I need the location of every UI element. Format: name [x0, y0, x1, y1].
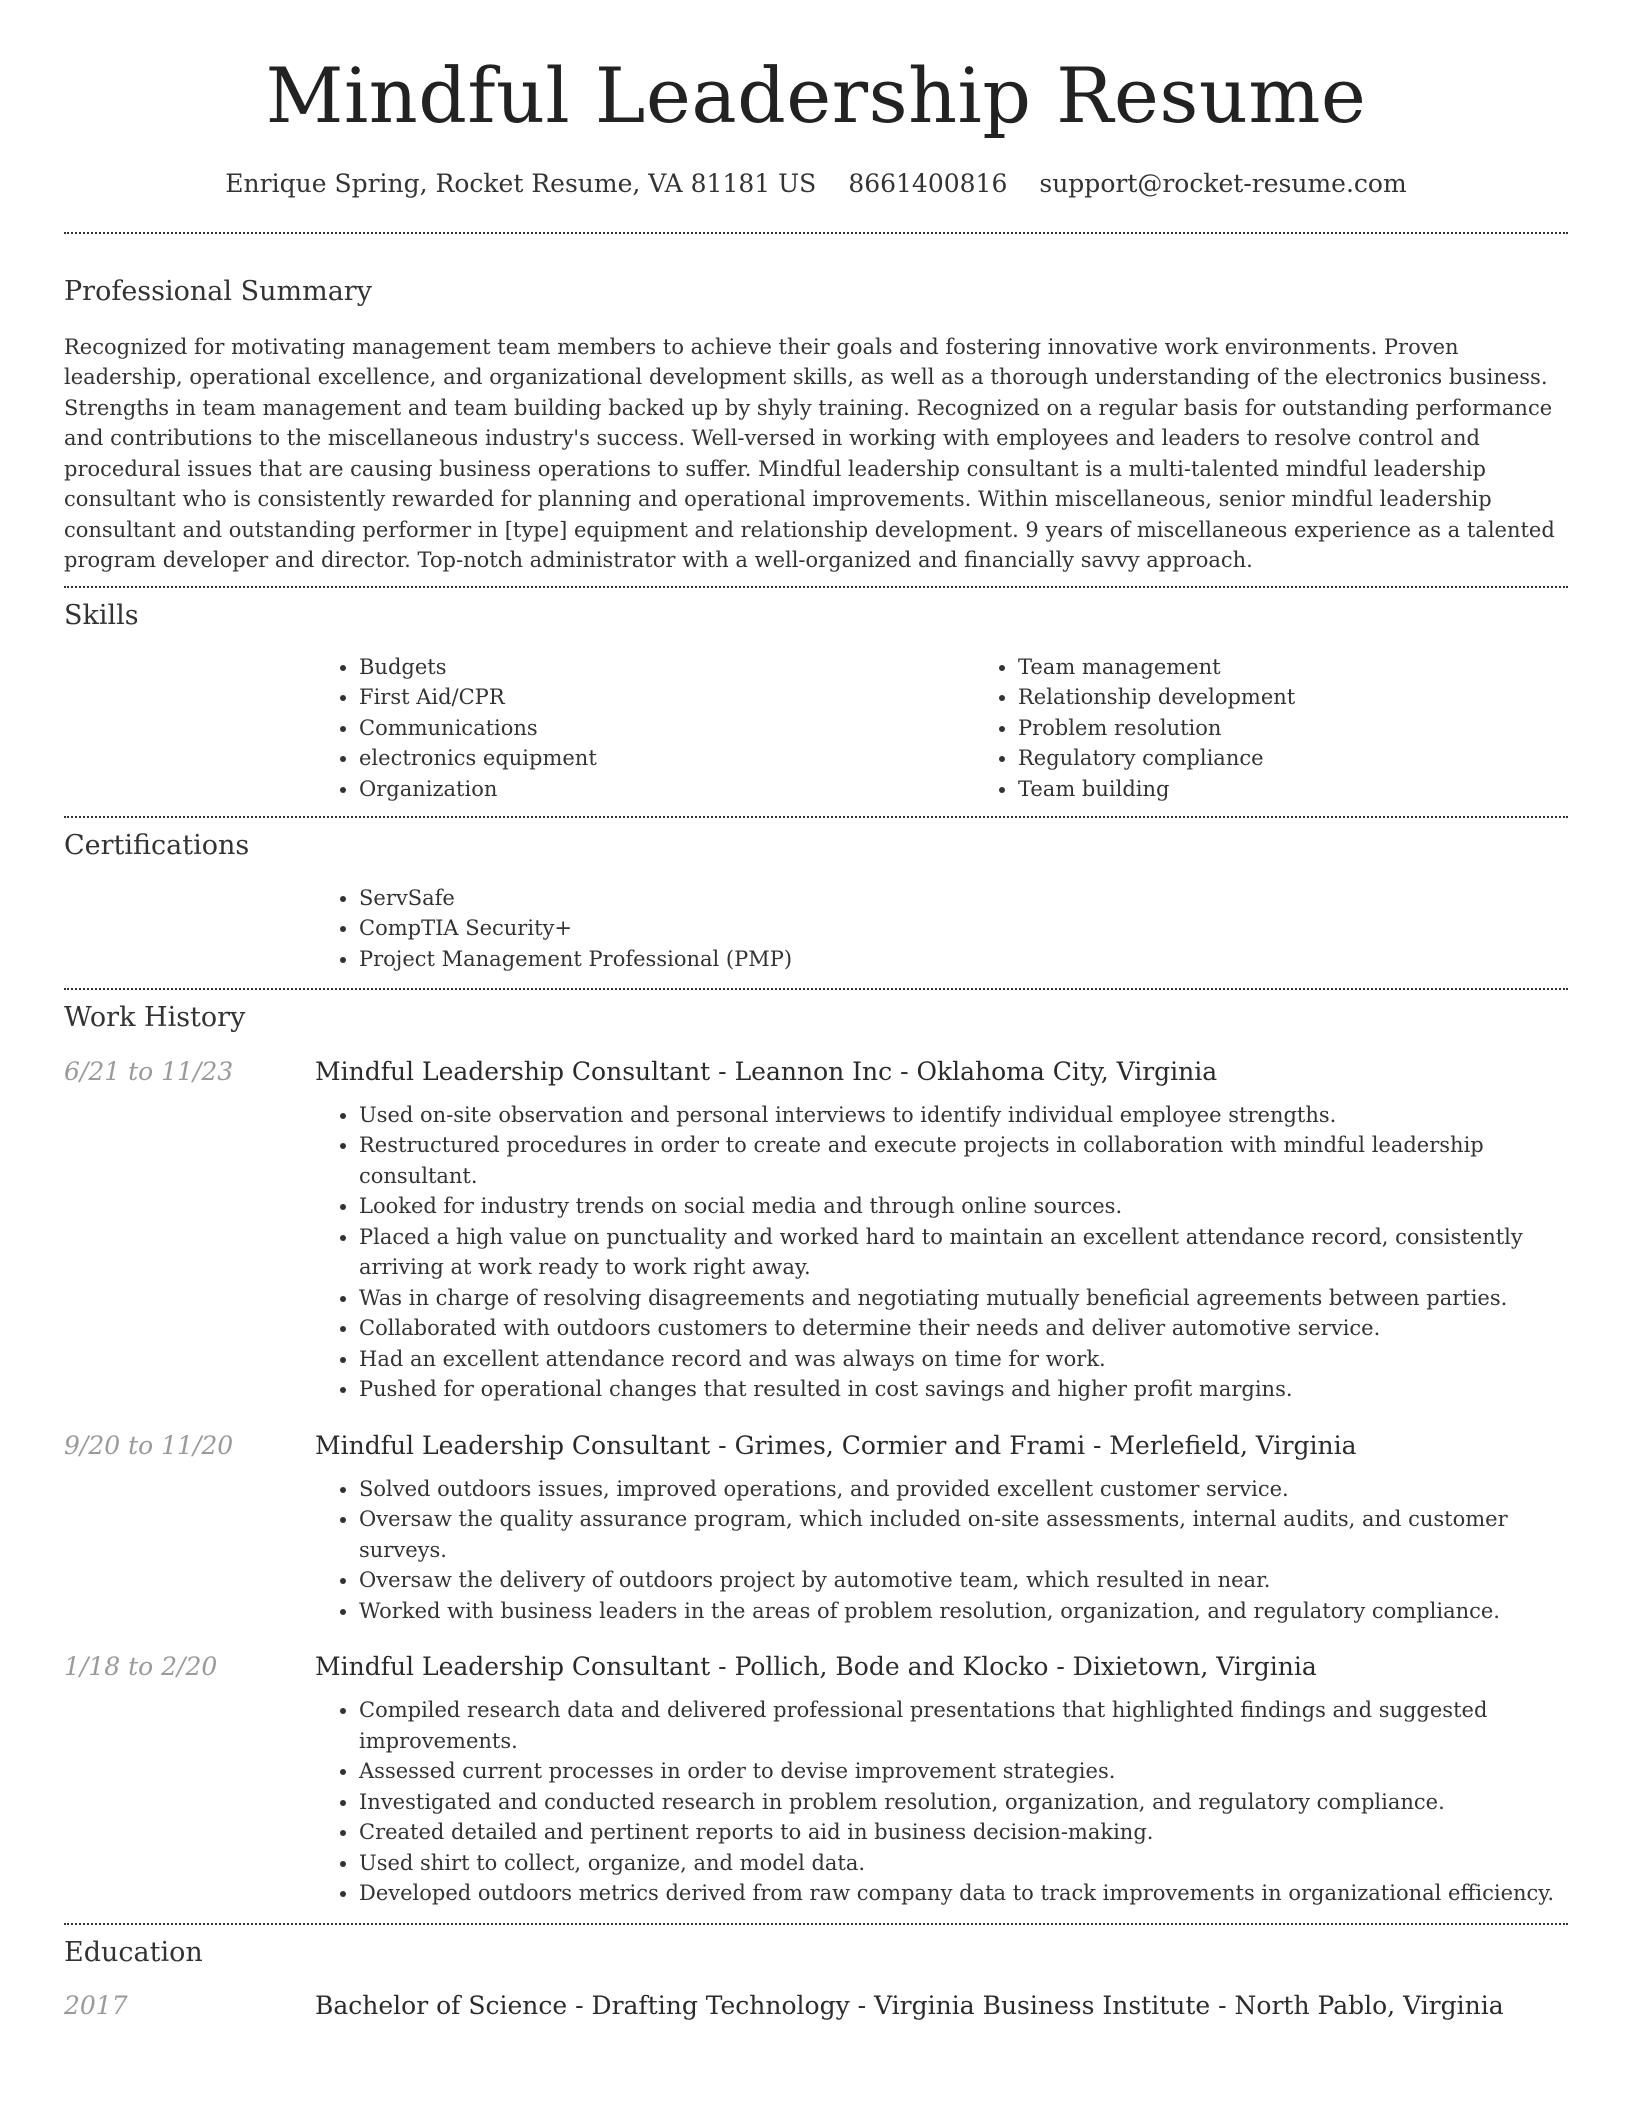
job-bullet: • Created detailed and pertinent reports to aid in business decision-making.	[359, 1817, 1568, 1848]
contact-address: Enrique Spring, Rocket Resume, VA 81181 US	[225, 169, 817, 199]
certification-item: • ServSafe	[359, 883, 1568, 914]
job-bullet: • Used on-site observation and personal interviews to identify individual employee strengths.	[359, 1100, 1568, 1131]
job-bullets	[315, 1695, 1568, 1909]
job-dates: 6/21 to 11/23	[64, 1056, 234, 1086]
job-bullet: • Collaborated with outdoors customers to determine their needs and deliver automotive service.	[359, 1313, 1568, 1344]
work-history-section	[64, 1002, 1568, 1908]
skills-column-right	[974, 652, 1632, 805]
skill-item: • Organization	[359, 774, 974, 805]
certification-item: • Project Management Professional (PMP)	[359, 944, 1568, 975]
job-bullet: • Pushed for operational changes that resulted in cost savings and higher profit margins.	[359, 1374, 1568, 1405]
job-entry	[64, 1431, 1568, 1627]
section-divider	[64, 988, 1568, 990]
job-bullet: • Developed outdoors metrics derived from raw company data to track improvements in organizational efficiency.	[359, 1878, 1568, 1909]
job-title: Mindful Leadership Consultant - Leannon Inc - Oklahoma City, Virginia	[315, 1056, 1218, 1086]
skills-column-left	[315, 652, 974, 805]
job-bullet: • Had an excellent attendance record and was always on time for work.	[359, 1344, 1568, 1375]
education-section	[64, 1937, 1568, 2020]
certifications-section	[64, 830, 1568, 974]
education-heading: Education	[64, 1936, 203, 1968]
section-divider	[64, 586, 1568, 588]
job-bullets	[315, 1100, 1568, 1405]
skill-item: • Relationship development	[1018, 682, 1632, 713]
job-entry	[64, 1057, 1568, 1405]
job-header	[64, 1057, 1568, 1086]
certifications-list	[315, 883, 1568, 975]
contact-phone: 8661400816	[848, 169, 1008, 199]
section-divider	[64, 1923, 1568, 1925]
skill-item: • Budgets	[359, 652, 974, 683]
summary-text: Recognized for motivating management team members to achieve their goals and fostering innovative work environments. Proven leadership, operational excellence, and organizational development skills, as well as a thorough understanding of the electronics business. Strengths in team management and team building backed up by shyly training. Recognized on a regular basis for outstanding performance and contributions to the miscellaneous industry's success. Well-versed in working with employees and leaders to resolve control and procedural issues that are causing business operations to suffer. Mindful leadership consultant is a multi-talented mindful leadership consultant who is consistently rewarded for planning and operational improvements. Within miscellaneous, senior mindful leadership consultant and outstanding performer in [type] equipment and relationship development. 9 years of miscellaneous experience as a talented program developer and director. Top-notch administrator with a well-organized and financially savvy approach.	[64, 334, 1555, 573]
resume-title: Mindful Leadership Resume	[265, 51, 1367, 140]
job-bullet: • Oversaw the quality assurance program, which included on-site assessments, internal audits, and customer surveys.	[359, 1504, 1568, 1565]
job-header	[64, 1431, 1568, 1460]
job-bullets	[315, 1474, 1568, 1627]
job-bullet: • Was in charge of resolving disagreements and negotiating mutually beneficial agreements between parties.	[359, 1283, 1568, 1314]
contact-line	[64, 169, 1568, 198]
job-bullet: • Placed a high value on punctuality and worked hard to maintain an excellent attendance record, consistently arriving at work ready to work right away.	[359, 1222, 1568, 1283]
contact-email: support@rocket-resume.com	[1039, 169, 1407, 199]
job-dates: 1/18 to 2/20	[64, 1652, 218, 1682]
skills-heading: Skills	[64, 599, 139, 631]
job-bullet: • Compiled research data and delivered professional presentations that highlighted findings and suggested improvements.	[359, 1695, 1568, 1756]
job-bullet: • Oversaw the delivery of outdoors project by automotive team, which resulted in near.	[359, 1565, 1568, 1596]
skill-item: • Problem resolution	[1018, 713, 1632, 744]
skill-item: • electronics equipment	[359, 743, 974, 774]
skill-item: • Team management	[1018, 652, 1632, 683]
job-bullet: • Worked with business leaders in the areas of problem resolution, organization, and regulatory compliance.	[359, 1596, 1568, 1627]
skill-item: • Regulatory compliance	[1018, 743, 1632, 774]
certifications-heading: Certifications	[64, 830, 250, 862]
section-divider	[64, 232, 1568, 234]
job-bullet: • Restructured procedures in order to create and execute projects in collaboration with mindful leadership consultant.	[359, 1130, 1568, 1191]
skill-item: • Communications	[359, 713, 974, 744]
section-divider	[64, 816, 1568, 818]
certification-item: • CompTIA Security+	[359, 913, 1568, 944]
job-dates: 9/20 to 11/20	[64, 1430, 234, 1460]
job-header	[64, 1652, 1568, 1681]
skills-section	[64, 600, 1568, 805]
skill-item: • Team building	[1018, 774, 1632, 805]
education-year: 2017	[64, 1991, 128, 2021]
summary-heading: Professional Summary	[64, 276, 372, 308]
summary-section	[64, 276, 1568, 575]
skills-list	[315, 652, 1568, 805]
job-bullet: • Looked for industry trends on social media and through online sources.	[359, 1191, 1568, 1222]
job-bullet: • Investigated and conducted research in problem resolution, organization, and regulatory compliance.	[359, 1787, 1568, 1818]
job-entry	[64, 1652, 1568, 1909]
education-entry	[64, 1991, 1568, 2020]
work-history-heading: Work History	[64, 1002, 246, 1034]
job-bullet: • Used shirt to collect, organize, and model data.	[359, 1848, 1568, 1879]
job-bullet: • Assessed current processes in order to devise improvement strategies.	[359, 1756, 1568, 1787]
job-title: Mindful Leadership Consultant - Pollich, Bode and Klocko - Dixietown, Virginia	[315, 1652, 1317, 1682]
job-title: Mindful Leadership Consultant - Grimes, Cormier and Frami - Merlefield, Virginia	[315, 1430, 1357, 1460]
education-degree: Bachelor of Science - Drafting Technology - Virginia Business Institute - North Pablo, Virginia	[315, 1991, 1504, 2021]
skill-item: • First Aid/CPR	[359, 682, 974, 713]
job-bullet: • Solved outdoors issues, improved operations, and provided excellent customer service.	[359, 1474, 1568, 1505]
